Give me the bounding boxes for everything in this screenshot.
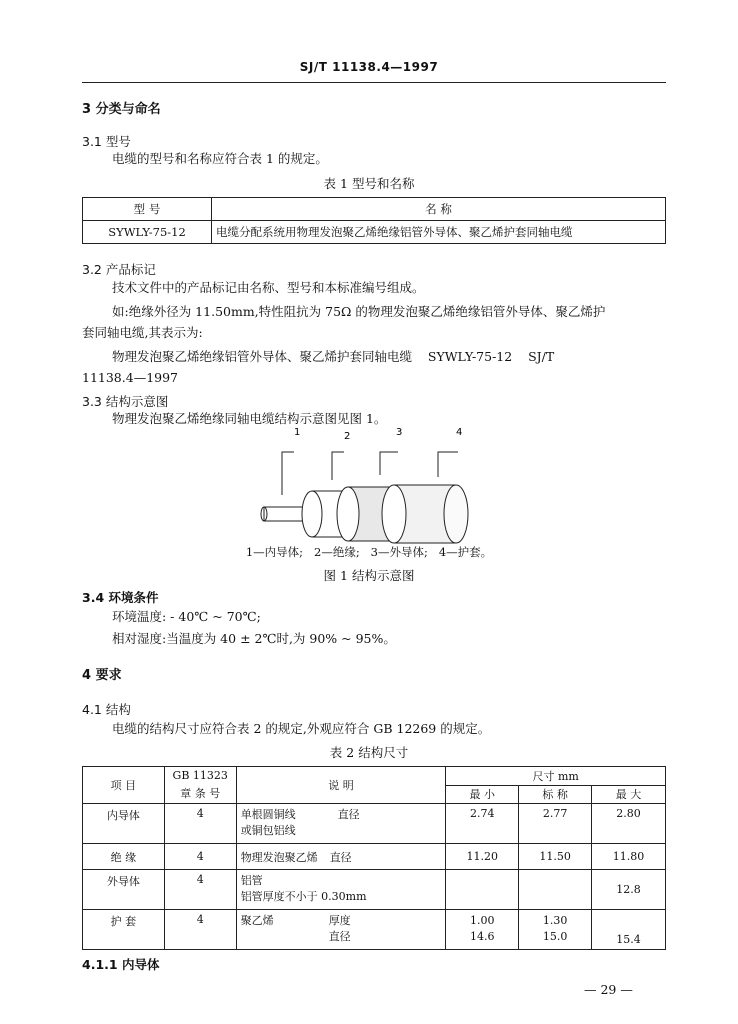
table2-cell-description — [236, 804, 446, 844]
figure1-legend: 1—内导体; 2—绝缘; 3—外导体; 4—护套。 — [245, 545, 493, 559]
section-4-1-1-heading: 4.1.1 内导体 — [82, 957, 160, 972]
header-rule — [82, 82, 666, 83]
table1-caption: 表 1 型号和名称 — [323, 176, 415, 191]
section-3-1-text: 电缆的型号和名称应符合表 1 的规定。 — [112, 151, 328, 166]
section-3-2-para2-line2: 套同轴电缆,其表示为: — [82, 325, 203, 340]
section-4-heading: 4 要求 — [82, 668, 122, 683]
table2-cell-max: 15.4 — [592, 910, 666, 950]
section-3-heading: 3 分类与命名 — [82, 102, 161, 117]
table2-cell-min — [446, 870, 519, 910]
table2-cell-max: 2.80 — [592, 804, 666, 844]
figure-number-2: 2 — [344, 431, 351, 442]
table2-desc-text: 聚乙烯 — [240, 914, 274, 927]
table2-cell-item: 内导体 — [83, 804, 165, 844]
table2-cell-nominal — [519, 870, 592, 910]
section-3-4-heading: 3.4 环境条件 — [82, 590, 159, 605]
table2 — [82, 766, 666, 950]
table2-header-item: 项 目 — [83, 767, 165, 804]
table2-caption: 表 2 结构尺寸 — [329, 745, 409, 760]
table2-header-size: 尺寸 mm — [446, 767, 666, 786]
table2-desc-text: 单根圆铜线 — [240, 808, 296, 821]
section-3-2-para3-line1: 物理发泡聚乙烯绝缘铝管外导体、聚乙烯护套同轴电缆 SYWLY-75-12 SJ/T — [112, 349, 555, 364]
cable-structure-figure — [250, 425, 490, 550]
table2-header-gb-line1: GB 11323 — [172, 769, 228, 782]
table-row — [83, 910, 666, 950]
table2-header-nominal: 标 称 — [519, 785, 592, 804]
section-4-1-text: 电缆的结构尺寸应符合表 2 的规定,外观应符合 GB 12269 的规定。 — [112, 721, 491, 736]
section-3-3-heading: 3.3 结构示意图 — [82, 394, 169, 409]
table2-desc-text2: 铝管厚度不小于 0.30mm — [240, 890, 367, 903]
table2-value: 1.00 — [470, 914, 495, 927]
table2-desc-text2: 或铜包铝线 — [240, 824, 296, 837]
table2-cell-max: 11.80 — [592, 844, 666, 870]
table2-desc-measure: 厚度 — [328, 914, 351, 927]
table2-cell-min: 2.74 — [446, 804, 519, 844]
table2-cell-nominal: 11.50 — [519, 844, 592, 870]
table2-desc-measure: 直径 — [337, 808, 360, 821]
table2-value: 15.0 — [542, 930, 568, 943]
table2-cell-description — [236, 844, 446, 870]
section-3-4-humidity: 相对湿度:当温度为 40 ± 2℃时,为 90% ~ 95%。 — [112, 631, 396, 646]
table2-header-max: 最 大 — [592, 785, 666, 804]
table2-desc-measure2: 直径 — [328, 930, 351, 943]
table2-desc-text: 物理发泡聚乙烯 — [240, 850, 318, 864]
table1-cell-model: SYWLY-75-12 — [83, 221, 212, 244]
table2-header-min: 最 小 — [446, 785, 519, 804]
table2-cell-gb: 4 — [164, 870, 236, 910]
table2-cell-item: 护 套 — [83, 910, 165, 950]
section-3-2-para1: 技术文件中的产品标记由名称、型号和本标准编号组成。 — [112, 280, 425, 295]
section-3-2-heading: 3.2 产品标记 — [82, 262, 156, 277]
table1-header-model: 型 号 — [83, 198, 212, 221]
table2-cell-gb: 4 — [164, 804, 236, 844]
figure-number-4: 4 — [456, 427, 463, 438]
page-number: — 29 — — [584, 982, 633, 997]
figure1-caption: 图 1 结构示意图 — [323, 568, 415, 583]
table2-desc-measure: 直径 — [329, 850, 352, 864]
table2-cell-description — [236, 910, 446, 950]
table2-cell-gb: 4 — [164, 844, 236, 870]
figure-number-3: 3 — [396, 427, 403, 438]
table2-cell-gb: 4 — [164, 910, 236, 950]
table2-cell-min — [446, 910, 519, 950]
table2-cell-nominal — [519, 910, 592, 950]
table2-cell-item: 绝 缘 — [83, 844, 165, 870]
section-3-1-heading: 3.1 型号 — [82, 134, 131, 149]
table2-value: 14.6 — [470, 930, 495, 943]
table-row — [83, 844, 666, 870]
table2-desc-text: 铝管 — [240, 874, 263, 887]
table2-header-gb-line2: 章 条 号 — [180, 787, 221, 800]
table1 — [82, 197, 666, 244]
section-4-1-heading: 4.1 结构 — [82, 702, 131, 717]
table2-cell-nominal: 2.77 — [519, 804, 592, 844]
table2-cell-item: 外导体 — [83, 870, 165, 910]
header-standard-number: SJ/T 11138.4—1997 — [299, 60, 439, 74]
table2-cell-max: 12.8 — [592, 870, 666, 910]
section-3-4-temperature: 环境温度: - 40℃ ~ 70℃; — [112, 609, 261, 624]
table-row — [83, 804, 666, 844]
figure-number-1: 1 — [294, 427, 301, 438]
table-row — [83, 870, 666, 910]
section-3-2-para3-line2: 11138.4—1997 — [82, 370, 179, 385]
table2-cell-description — [236, 870, 446, 910]
table2-value: 1.30 — [542, 914, 568, 927]
table2-header-description: 说 明 — [236, 767, 446, 804]
table2-cell-min: 11.20 — [446, 844, 519, 870]
table2-header-gb — [164, 767, 236, 804]
section-3-3-text: 物理发泡聚乙烯绝缘同轴电缆结构示意图见图 1。 — [112, 411, 387, 426]
table1-header-name: 名 称 — [212, 198, 666, 221]
table1-cell-name: 电缆分配系统用物理发泡聚乙烯绝缘铝管外导体、聚乙烯护套同轴电缆 — [212, 221, 666, 244]
section-3-2-para2-line1: 如:绝缘外径为 11.50mm,特性阻抗为 75Ω 的物理发泡聚乙烯绝缘铝管外导体、聚乙烯护 — [112, 304, 606, 319]
